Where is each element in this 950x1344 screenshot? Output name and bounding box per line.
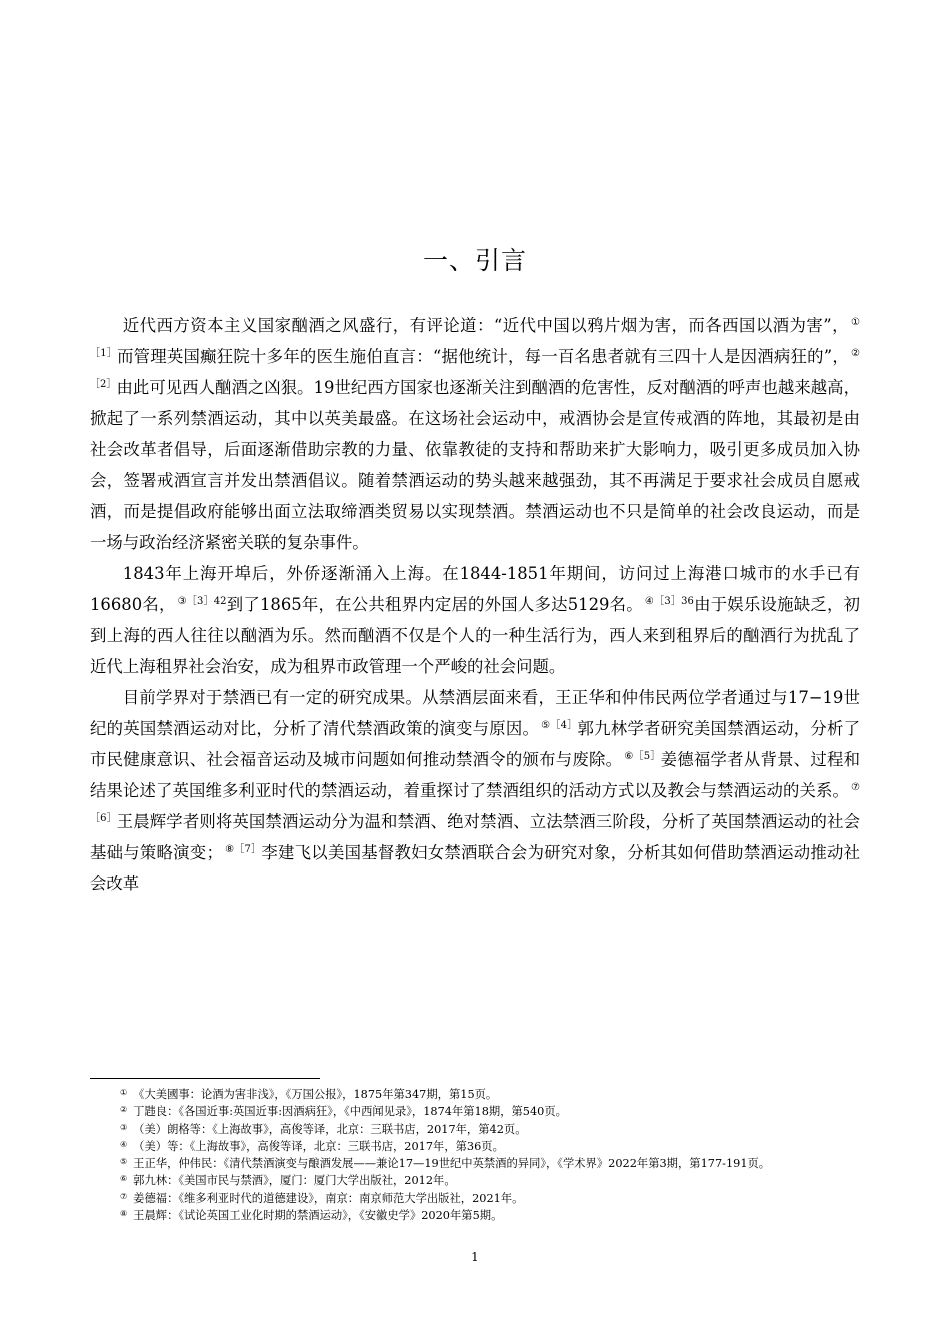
body-text	[90, 310, 860, 899]
footnote-text: （美）朗格等：《上海故事》，高俊等译，北京：三联书店，2017年，第42页。	[133, 1122, 527, 1136]
footnote-text: 郭九林：《美国市民与禁酒》，厦门：厦门大学出版社，2012年。	[133, 1174, 456, 1188]
footnote-separator	[90, 1078, 320, 1079]
footnote-item	[90, 1207, 860, 1224]
paragraph-text: 李建飞以美国基督教妇女禁酒联合会为研究对象，分析其如何借助禁酒运动推动社会改革	[90, 843, 861, 893]
citation-mark: ④［3］36	[644, 596, 694, 607]
paragraph-text: 由此可见西人酗酒之凶狠。19世纪西方国家也逐渐关注到酗酒的危害性，反对酗酒的呼声也越来越高，掀起了一系列禁酒运动，其中以英美最盛。在这场社会运动中，戒酒协会是宣传戒酒的阵地，其最初是由社会改革者倡导，后面逐渐借助宗教的力量、依靠教徒的支持和帮助来扩大影响力，吸引更多成员加入协会，签署戒酒宣言并发出禁酒倡议。随着禁酒运动的势头越来越强劲，其不再满足于要求社会成员自愿戒酒，而是提倡政府能够出面立法取缔酒类贸易以实现禁酒。禁酒运动也不只是简单的社会改良运动，而是一场与政治经济紧密关联的复杂事件。	[90, 378, 860, 552]
footnote-item	[90, 1103, 860, 1120]
section-title: 一、引言	[422, 246, 527, 275]
footnote-mark: ③	[120, 1122, 128, 1132]
paragraph-text: 而管理英国癫狂院十多年的医生施伯直言：“据他统计，每一百名患者就有三四十人是因酒病狂的”，	[117, 347, 850, 366]
footnote-text: 《大美國事：论酒为害非浅》，《万国公报》，1875年第347期，第15页。	[133, 1088, 498, 1101]
paragraph-text: 1843年上海开埠后，外侨逐渐涌入上海。在1844-1851年期间，访问过上海港口城市的水手已有16680名，	[90, 564, 860, 614]
paragraph-text: 近代西方资本主义国家酗酒之风盛行，有评论道：“近代中国以鸦片烟为害，而各西国以酒为害”，	[122, 316, 850, 335]
paragraph-text: 郭九林学者研究美国禁酒运动，分析了市民健康意识、社会福音运动及城市问题如何推动禁酒令的颁布与废除。	[90, 719, 861, 769]
footnote-item	[90, 1121, 860, 1138]
citation-mark: ⑧［7］	[224, 844, 262, 855]
citation-mark: ⑤［4］	[541, 720, 578, 731]
footnote-item	[90, 1190, 860, 1207]
citation-mark: ①［1］	[90, 317, 860, 359]
page-number: 1	[471, 1250, 479, 1264]
footnote-text: 丁韪良：《各国近事:英国近事:因酒病狂》，《中西闻见录》，1874年第18期，第540页。	[133, 1105, 567, 1119]
footnote-mark: ⑥	[120, 1174, 128, 1184]
citation-mark: ⑥［5］	[624, 751, 661, 762]
citation-mark: ⑦［6］	[90, 782, 860, 824]
footnote-item	[90, 1172, 860, 1189]
footnote-text: 王正华，仲伟民：《清代禁酒演变与酿酒发展——兼论17—19世纪中英禁酒的异同》，《学术界》2022年第3期，第177-191页。	[133, 1157, 771, 1171]
paragraph-text: 由于娱乐设施缺乏，初到上海的西人往往以酗酒为乐。然而酗酒不仅是个人的一种生活行为，西人来到租界后的酗酒行为扰乱了近代上海租界社会治安，成为租界市政管理一个严峻的社会问题。	[90, 595, 860, 676]
footnote-item	[90, 1155, 860, 1172]
paragraph	[90, 558, 860, 682]
footnote-item	[90, 1086, 860, 1103]
footnotes	[90, 1086, 860, 1224]
paragraph-text: 王晨辉学者则将英国禁酒运动分为温和禁酒、绝对禁酒、立法禁酒三阶段，分析了英国禁酒运动的社会基础与策略演变；	[90, 812, 860, 862]
paragraph	[90, 682, 860, 899]
paragraph-text: 目前学界对于禁酒已有一定的研究成果。从禁酒层面来看，王正华和仲伟民两位学者通过与17−19世纪的英国禁酒运动对比，分析了清代禁酒政策的演变与原因。	[90, 688, 860, 738]
footnote-text: 姜德福：《维多利亚时代的道德建设》，南京：南京师范大学出版社，2021年。	[133, 1191, 524, 1205]
citation-mark: ②［2］	[90, 348, 860, 390]
paragraph	[90, 310, 860, 558]
citation-mark: ③［3］42	[177, 596, 227, 607]
footnote-mark: ②	[120, 1105, 128, 1115]
footnote-mark: ⑦	[120, 1191, 128, 1201]
footnote-item	[90, 1138, 860, 1155]
paragraph-text: 姜德福学者从背景、过程和结果论述了英国维多利亚时代的禁酒运动，着重探讨了禁酒组织的活动方式以及教会与禁酒运动的关系。	[90, 750, 861, 800]
footnote-mark: ⑧	[120, 1209, 128, 1219]
footnote-mark: ⑤	[120, 1157, 128, 1167]
paragraph-text: 到了1865年，在公共租界内定居的外国人多达5129名。	[226, 595, 643, 614]
footnote-text: 王晨辉：《试论英国工业化时期的禁酒运动》，《安徽史学》2020年第5期。	[133, 1209, 503, 1223]
footnote-mark: ①	[120, 1088, 128, 1097]
footnote-mark: ④	[120, 1139, 128, 1149]
footnote-text: （美）等：《上海故事》，高俊等译，北京：三联书店，2017年，第36页。	[133, 1139, 504, 1153]
